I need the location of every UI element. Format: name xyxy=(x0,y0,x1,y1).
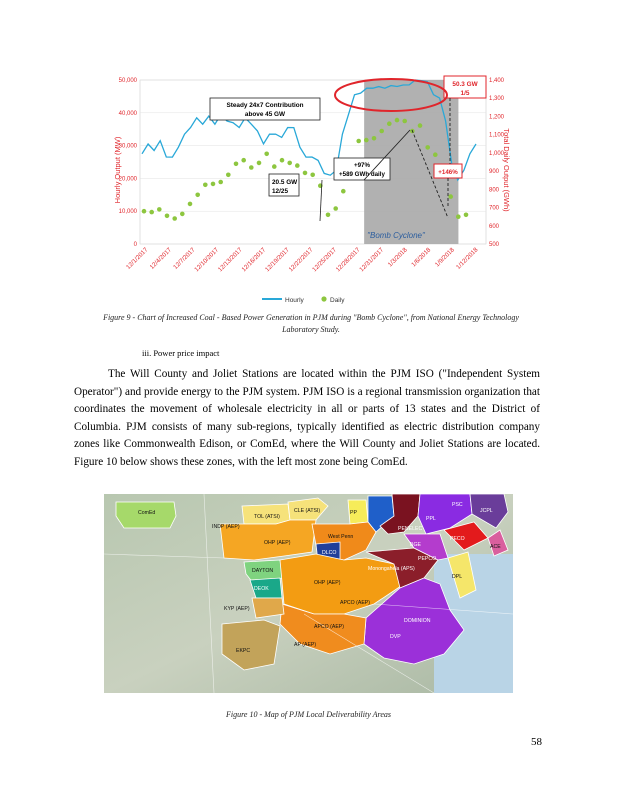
legend-daily: Daily xyxy=(330,297,345,304)
daily-point xyxy=(188,202,193,207)
label-pepco: PEPCO xyxy=(418,556,437,562)
page-number: 58 xyxy=(531,736,542,748)
y-left-tick-label: 10,000 xyxy=(118,209,137,216)
daily-point xyxy=(303,171,308,176)
label-jcpl: JCPL xyxy=(480,508,493,514)
daily-point xyxy=(379,129,384,134)
label-ace: ACE xyxy=(490,544,501,550)
daily-point xyxy=(226,173,231,178)
daily-point xyxy=(326,213,331,218)
y-left-tick-label: 20,000 xyxy=(118,176,137,183)
label-penelec: PENELEC xyxy=(398,526,423,532)
callout-pct-text: +146% xyxy=(438,169,458,176)
x-tick-label: 12/28/2017 xyxy=(334,246,362,274)
callout-pct xyxy=(434,164,462,178)
label-dayton: DAYTON xyxy=(252,568,274,574)
x-tick-label: 12/4/2017 xyxy=(148,246,173,271)
callout-increase-line1: +97% xyxy=(354,162,370,169)
daily-point xyxy=(295,163,300,168)
label-ap-aep: AP (AEP) xyxy=(294,642,317,648)
daily-point xyxy=(364,138,369,143)
x-tick-label: 1/6/2018 xyxy=(410,246,433,269)
daily-point xyxy=(425,145,430,150)
callout-increase-line2: +589 GWh daily xyxy=(339,171,385,178)
y-right-tick-label: 800 xyxy=(489,187,500,194)
section-heading: iii. Power price impact xyxy=(142,348,220,358)
y-left-tick-label: 0 xyxy=(133,242,137,248)
label-indp: INDP (AEP) xyxy=(212,524,240,530)
callout-low-line1: 20.5 GW xyxy=(272,179,298,186)
callout-low-line2: 12/25 xyxy=(272,188,288,195)
callout-peak-line1: 50.3 GW xyxy=(452,81,478,88)
daily-point xyxy=(464,213,469,218)
label-ohp-north: OHP (AEP) xyxy=(264,540,291,546)
daily-point xyxy=(272,164,277,169)
daily-point xyxy=(195,193,200,198)
y-right-tick-label: 700 xyxy=(489,205,500,212)
left-axis-label: Hourly Output (MW) xyxy=(113,136,122,204)
x-tick-label: 1/12/2018 xyxy=(454,246,480,271)
daily-point xyxy=(372,136,377,141)
callout-steady xyxy=(210,98,320,120)
x-tick-label: 12/1/2017 xyxy=(124,246,150,271)
x-tick-label: 12/10/2017 xyxy=(193,246,221,274)
x-tick-label: 12/19/2017 xyxy=(263,246,291,274)
zone-kyp xyxy=(252,598,284,618)
label-comed: ComEd xyxy=(138,510,156,516)
callout-low xyxy=(269,174,299,196)
figure-9-chart xyxy=(112,70,511,308)
daily-point xyxy=(180,212,185,217)
label-monongahela: Monongahela (APS) xyxy=(368,566,415,572)
label-apco-south: APCO (AEP) xyxy=(340,600,370,606)
x-tick-label: 12/7/2017 xyxy=(172,246,197,271)
daily-point xyxy=(433,152,438,157)
x-tick-label: 1/9/2018 xyxy=(433,246,456,269)
callout-peak xyxy=(444,76,486,98)
daily-point xyxy=(264,152,269,157)
daily-point xyxy=(257,161,262,166)
daily-point xyxy=(456,214,461,219)
figure-9-caption: Figure 9 - Chart of Increased Coal - Based Power Generation in PJM during "Bomb Cyclone", from National Energy Technology Laboratory Study. xyxy=(103,313,519,334)
x-tick-label: 12/25/2017 xyxy=(311,246,338,274)
legend-hourly: Hourly xyxy=(285,297,304,304)
callout-peak-line2: 1/5 xyxy=(460,90,470,97)
label-apco: APCO (AEP) xyxy=(314,624,344,630)
y-right-tick-label: 600 xyxy=(489,223,500,230)
daily-point xyxy=(387,121,392,126)
daily-point xyxy=(310,173,315,178)
y-right-tick-label: 1,400 xyxy=(489,78,505,84)
label-west-penn: West Penn xyxy=(328,534,354,540)
y-right-tick-label: 1,100 xyxy=(489,132,505,139)
y-right-tick-label: 900 xyxy=(489,169,500,176)
y-left-tick-label: 50,000 xyxy=(118,78,137,84)
x-tick-label: 1/3/2018 xyxy=(386,246,409,269)
y-right-tick-label: 1,300 xyxy=(489,96,505,103)
label-tol: TOL (ATSI) xyxy=(254,514,280,520)
daily-point xyxy=(172,216,177,221)
x-tick-label: 12/22/2017 xyxy=(287,246,315,274)
label-dvp: DVP xyxy=(390,634,401,640)
daily-point xyxy=(341,189,346,194)
body-paragraph: The Will County and Joliet Stations are located within the PJM ISO ("Independent System Operator") and provide energy to the PJM system. PJM ISO is a regional transmission organization that coordinates the movement of wholesale electricity in all or parts of 13 states and the District of Columbia. PJM consists of many sub-regions, typically identified as electric distribution company zones like Commonwealth Edison, or ComEd, where the Will County and Joliet Stations are located. Figure 10 below shows these zones, with the left most zone being ComEd. xyxy=(74,368,540,468)
label-ohp-central: OHP (AEP) xyxy=(314,580,341,586)
daily-point xyxy=(287,161,292,166)
label-peco: PECO xyxy=(450,536,465,542)
label-bge: BGE xyxy=(410,542,421,548)
daily-point xyxy=(142,209,147,214)
daily-point xyxy=(395,118,400,123)
y-right-tick-label: 1,000 xyxy=(489,150,505,157)
daily-point xyxy=(280,158,285,163)
figure-10-map xyxy=(104,494,513,693)
bomb-cyclone-label: "Bomb Cyclone" xyxy=(367,231,425,240)
daily-point xyxy=(402,119,407,124)
y-right-tick-label: 1,200 xyxy=(489,114,505,121)
chart-svg xyxy=(112,70,511,308)
callout-steady-line2: above 45 GW xyxy=(244,111,286,118)
daily-point xyxy=(157,207,162,212)
label-deok: DEOK xyxy=(254,586,269,592)
x-axis-ticks xyxy=(125,246,480,273)
label-kyp: KYP (AEP) xyxy=(224,606,250,612)
x-tick-label: 12/13/2017 xyxy=(216,246,244,274)
daily-point xyxy=(333,206,338,211)
daily-point xyxy=(234,162,239,167)
callout-steady-line1: Steady 24x7 Contribution xyxy=(226,102,304,109)
daily-point xyxy=(418,123,423,128)
label-dpl: DPL xyxy=(452,574,463,580)
daily-point xyxy=(149,210,154,215)
x-tick-label: 12/31/2017 xyxy=(358,246,386,274)
label-dlco: DLCO xyxy=(322,550,337,556)
daily-point xyxy=(165,214,170,219)
label-dominion: DOMINION xyxy=(404,618,431,624)
figure-10-caption: Figure 10 - Map of PJM Local Deliverability Areas xyxy=(225,710,391,719)
x-tick-label: 12/16/2017 xyxy=(240,246,268,274)
right-axis-label: Total Daily Output (GWh) xyxy=(502,128,511,212)
daily-point xyxy=(211,182,216,187)
daily-point xyxy=(249,165,254,170)
daily-point xyxy=(203,183,208,188)
pjm-zone-map xyxy=(104,494,513,693)
label-psc: PSC xyxy=(452,502,463,508)
y-left-tick-label: 40,000 xyxy=(118,110,137,117)
daily-point xyxy=(448,194,453,199)
label-ppl: PPL xyxy=(426,516,436,522)
daily-point xyxy=(356,139,361,144)
label-pp: PP xyxy=(350,510,357,516)
label-cle: CLE (ATSI) xyxy=(294,508,321,514)
daily-point xyxy=(241,158,246,163)
label-ekpc: EKPC xyxy=(236,648,251,654)
chart-legend xyxy=(262,296,345,304)
y-left-tick-label: 30,000 xyxy=(118,143,137,150)
y-right-tick-label: 500 xyxy=(489,242,500,248)
daily-point xyxy=(218,180,223,185)
